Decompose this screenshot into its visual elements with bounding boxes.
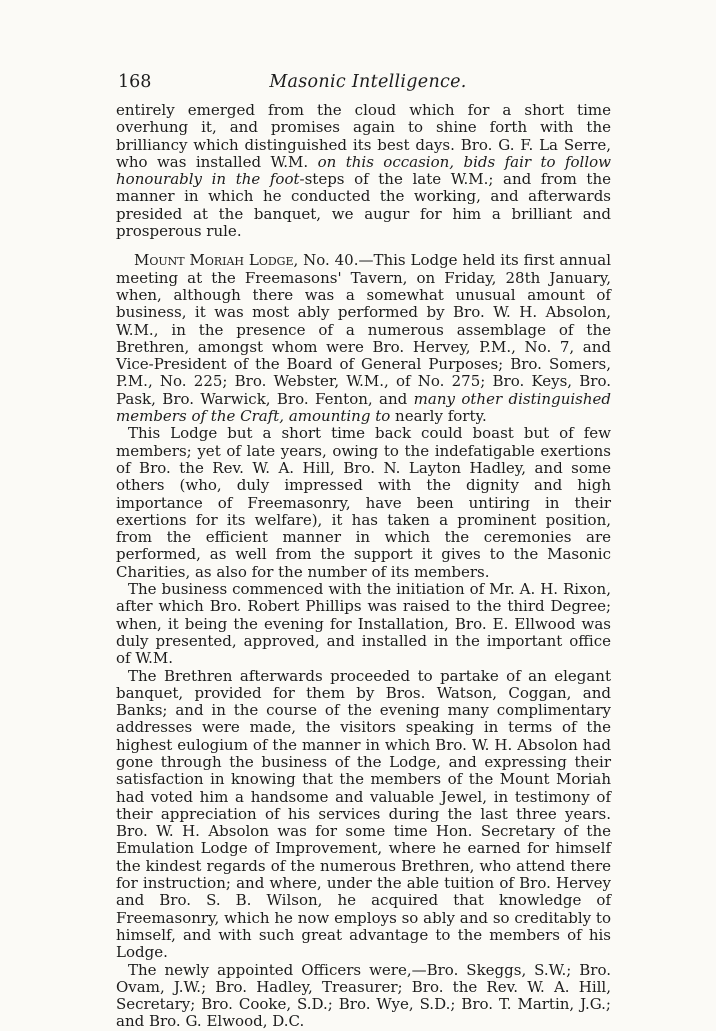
paragraph-italic-text: many other distinguished members of the Craft, amounting to <box>116 389 611 426</box>
paragraph-lodge-report <box>116 252 611 425</box>
page-number: 168 <box>118 72 152 92</box>
lodge-heading: Mount Moriah Lodge <box>134 251 294 270</box>
paragraph-text: steps of the late W.M.; and from the manner in which he conducted the working, and afterwards presided at the banquet, we augur for him a brilliant and prosperous rule. <box>116 170 611 241</box>
paragraph-italic-text: on this occasion, bids fair to follow honourably in the foot <box>116 152 611 189</box>
paragraph-text: nearly forty. <box>390 407 487 426</box>
article-body <box>116 102 611 1031</box>
paragraph-text: entirely emerged from the cloud which for a short time overhung it, and promises again to shine forth with the brilliancy which distinguished its best days. Bro. G. F. La Serre, who was installed W.M. <box>116 101 611 171</box>
paragraph: The Brethren afterwards proceeded to partake of an elegant banquet, provided for them by Bros. Watson, Coggan, and Banks; and in the course of the evening many complimentary addresses were made, the visitors speaking in terms of the highest eulogium of the manner in which Bro. W. H. Absolon had gone through the business of the Lodge, and expressing their satisfaction in knowing that the members of the Mount Moriah had voted him a handsome and valuable Jewel, in testimony of their appreciation of his services during the last three years. Bro. W. H. Absolon was for some time Hon. Secretary of the Emulation Lodge of Improvement, where he earned for himself the kindest regards of the numerous Brethren, who attend there for instruction; and where, under the able tuition of Bro. Hervey and Bro. S. B. Wilson, he acquired that knowledge of Freemasonry, which he now employs so ably and so creditably to himself, and with such great advantage to the members of his Lodge. <box>116 666 611 962</box>
paragraph: The business commenced with the initiation of Mr. A. H. Rixon, after which Bro. Robert Phillips was raised to the third Degree; when, it being the evening for Installation, Bro. E. Ellwood was duly presented, approved, and installed in the important office of W.M. <box>116 580 611 668</box>
paragraph: The newly appointed Officers were,—Bro. Skeggs, S.W.; Bro. Ovam, J.W.; Bro. Hadley, Treasurer; Bro. the Rev. W. A. Hill, Secretary; Bro. Cooke, S.D.; Bro. Wye, S.D.; Bro. T. Martin, J.G.; and Bro. G. Elwood, D.C. <box>116 960 611 1031</box>
paragraph: This Lodge but a short time back could boast but of few members; yet of late years, owing to the indefatigable exertions of Bro. the Rev. W. A. Hill, Bro. N. Layton Hadley, and some others (who, duly impressed with the dignity and high importance of Freemasonry, have been untiring in their exertions for its welfare), it has taken a prominent position, from the efficient manner in which the ceremonies are performed, as well from the support it gives to the Masonic Charities, as also for the number of its members. <box>116 424 611 581</box>
page-header <box>118 72 618 98</box>
paragraph-text: , No. 40.—This Lodge held its first annual meeting at the Freemasons' Tavern, on Friday, 28th January, when, although there was a somewhat unusual amount of business, it was most ably performed by Bro. W. H. Absolon, W.M., in the presence of a numerous assemblage of the Brethren, amongst whom were Bro. Hervey, P.M., No. 7, and Vice-President of the Board of General Purposes; Bro. Somers, P.M., No. 225; Bro. Webster, W.M., of No. 275; Bro. Keys, Bro. Pask, Bro. Warwick, Bro. Fenton, and <box>116 251 611 408</box>
paragraph-continuation: entirely emerged from the cloud which for a short time overhung it, and promises again to shine forth with the brilliancy which distinguished its best days. Bro. G. F. La Serre, who was installed W.M. on this occasion, bids fair to follow honourably in the foot-steps of the late W.M.; and from the manner in which he conducted the working, and afterwards presided at the banquet, we augur for him a brilliant and prosperous rule. <box>116 101 611 241</box>
running-title: Masonic Intelligence. <box>269 72 467 92</box>
